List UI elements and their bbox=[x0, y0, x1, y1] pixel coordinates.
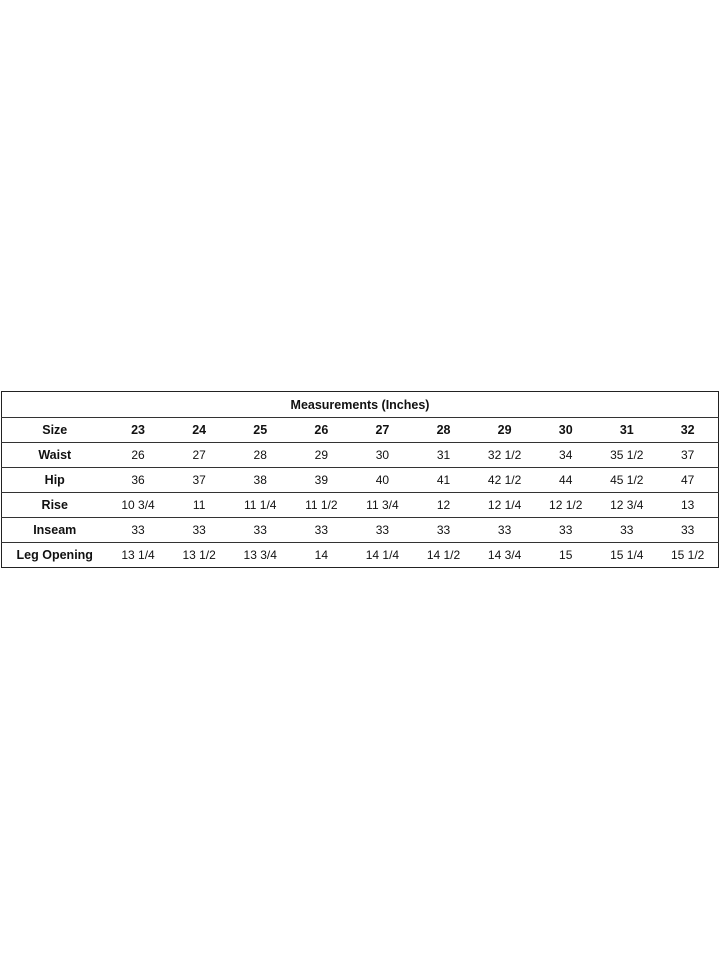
table-cell: 33 bbox=[352, 518, 413, 543]
table-cell: 34 bbox=[535, 443, 596, 468]
row-label: Inseam bbox=[2, 518, 108, 543]
table-cell: 14 3/4 bbox=[474, 543, 535, 568]
table-cell: 12 bbox=[413, 493, 474, 518]
table-cell: 33 bbox=[474, 518, 535, 543]
table-cell: 33 bbox=[535, 518, 596, 543]
table-row-rise bbox=[2, 493, 719, 518]
size-header-cell: 32 bbox=[657, 418, 718, 443]
table-cell: 15 1/2 bbox=[657, 543, 718, 568]
row-label: Hip bbox=[2, 468, 108, 493]
table-cell: 13 1/2 bbox=[169, 543, 230, 568]
table-cell: 29 bbox=[291, 443, 352, 468]
table-cell: 37 bbox=[169, 468, 230, 493]
row-label: Waist bbox=[2, 443, 108, 468]
table-cell: 44 bbox=[535, 468, 596, 493]
table-cell: 30 bbox=[352, 443, 413, 468]
size-header-cell: 31 bbox=[596, 418, 657, 443]
table-cell: 12 1/2 bbox=[535, 493, 596, 518]
table-cell: 42 1/2 bbox=[474, 468, 535, 493]
size-header-cell: 23 bbox=[108, 418, 169, 443]
size-header-cell: 25 bbox=[230, 418, 291, 443]
measurements-table bbox=[1, 391, 719, 568]
table-cell: 33 bbox=[657, 518, 718, 543]
table-cell: 37 bbox=[657, 443, 718, 468]
table-cell: 40 bbox=[352, 468, 413, 493]
size-header-row bbox=[2, 418, 719, 443]
table-cell: 36 bbox=[108, 468, 169, 493]
table-cell: 14 1/4 bbox=[352, 543, 413, 568]
table-cell: 10 3/4 bbox=[108, 493, 169, 518]
table-cell: 28 bbox=[230, 443, 291, 468]
size-header-cell: 27 bbox=[352, 418, 413, 443]
table-cell: 33 bbox=[596, 518, 657, 543]
table-row-waist bbox=[2, 443, 719, 468]
table-cell: 13 1/4 bbox=[108, 543, 169, 568]
table-cell: 26 bbox=[108, 443, 169, 468]
table-cell: 13 bbox=[657, 493, 718, 518]
size-header-cell: 24 bbox=[169, 418, 230, 443]
table-cell: 13 3/4 bbox=[230, 543, 291, 568]
table-cell: 14 bbox=[291, 543, 352, 568]
size-header-cell: 28 bbox=[413, 418, 474, 443]
table-cell: 47 bbox=[657, 468, 718, 493]
table-cell: 11 1/2 bbox=[291, 493, 352, 518]
size-header-cell: 30 bbox=[535, 418, 596, 443]
size-header-cell: 26 bbox=[291, 418, 352, 443]
table-cell: 14 1/2 bbox=[413, 543, 474, 568]
table-cell: 45 1/2 bbox=[596, 468, 657, 493]
row-label: Rise bbox=[2, 493, 108, 518]
table-cell: 32 1/2 bbox=[474, 443, 535, 468]
table-row-leg-opening bbox=[2, 543, 719, 568]
table-cell: 12 3/4 bbox=[596, 493, 657, 518]
table-row-hip bbox=[2, 468, 719, 493]
table-cell: 33 bbox=[291, 518, 352, 543]
table-title: Measurements (Inches) bbox=[290, 397, 430, 412]
table-cell: 39 bbox=[291, 468, 352, 493]
table-cell: 33 bbox=[169, 518, 230, 543]
table-cell: 35 1/2 bbox=[596, 443, 657, 468]
table-cell: 31 bbox=[413, 443, 474, 468]
table-cell: 15 1/4 bbox=[596, 543, 657, 568]
row-label: Leg Opening bbox=[2, 543, 108, 568]
table-row-inseam bbox=[2, 518, 719, 543]
table-cell: 41 bbox=[413, 468, 474, 493]
table-cell: 11 1/4 bbox=[230, 493, 291, 518]
size-header-label: Size bbox=[2, 418, 108, 443]
size-header-cell: 29 bbox=[474, 418, 535, 443]
table-cell: 33 bbox=[230, 518, 291, 543]
table-cell: 11 bbox=[169, 493, 230, 518]
table-title-row bbox=[2, 392, 719, 418]
table-cell: 38 bbox=[230, 468, 291, 493]
table-cell: 33 bbox=[413, 518, 474, 543]
table-cell: 27 bbox=[169, 443, 230, 468]
table-cell: 12 1/4 bbox=[474, 493, 535, 518]
table-cell: 15 bbox=[535, 543, 596, 568]
table-cell: 33 bbox=[108, 518, 169, 543]
table-cell: 11 3/4 bbox=[352, 493, 413, 518]
